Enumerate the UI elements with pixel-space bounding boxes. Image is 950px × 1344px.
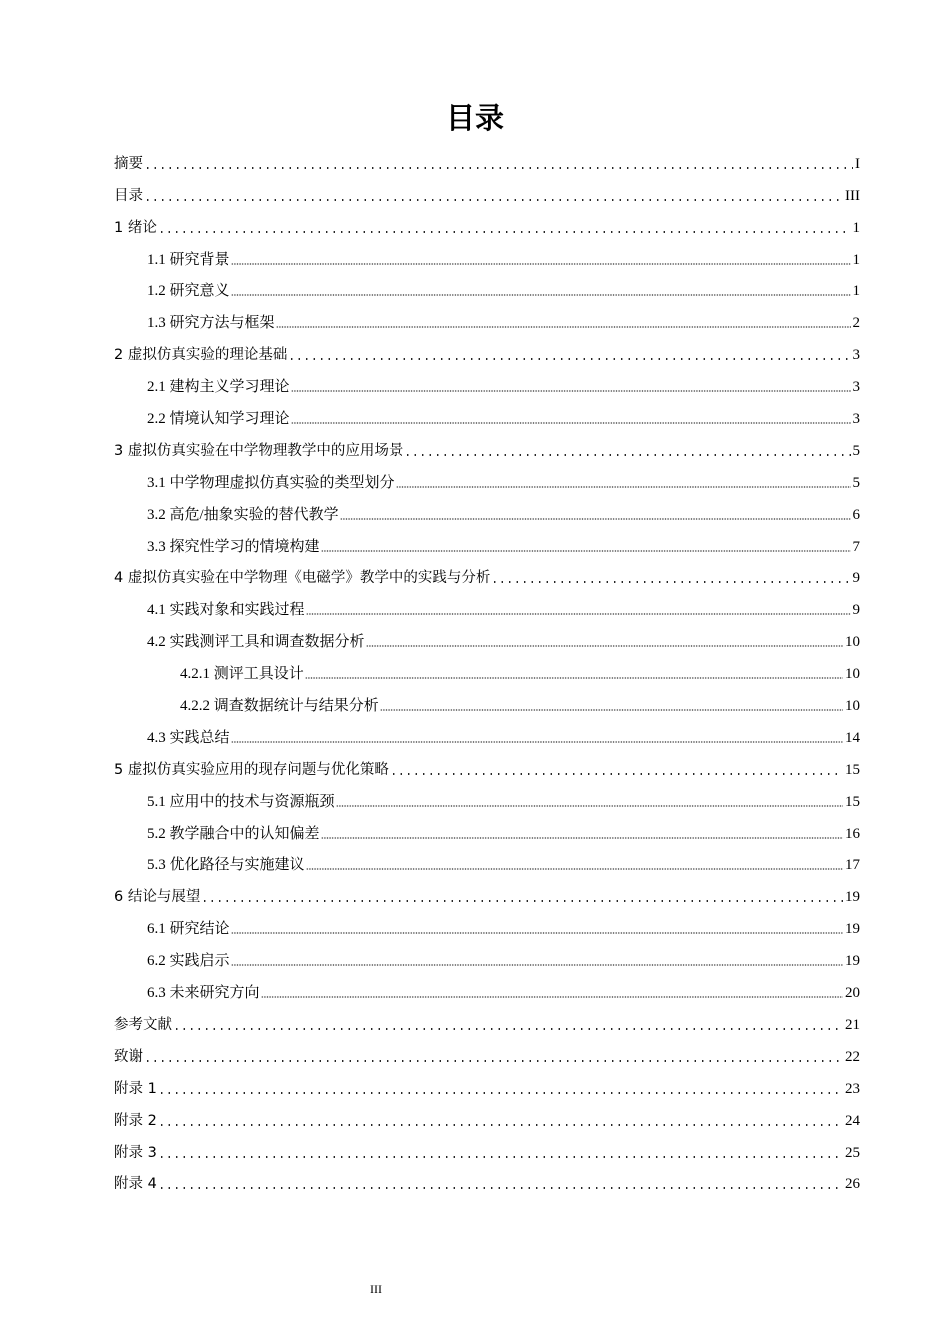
toc-entry-page: 5 (852, 474, 860, 491)
toc-entry-page: 19 (845, 889, 860, 906)
dot-leader (306, 867, 843, 871)
page-number-footer: III (370, 1282, 382, 1296)
dot-leader (336, 804, 843, 808)
toc-entry-label: 4.2.2 调查数据统计与结果分析 (180, 698, 379, 715)
toc-entry-label: 3 虚拟仿真实验在中学物理教学中的应用场景 (114, 442, 404, 459)
dot-leader (144, 166, 853, 170)
toc-entry[interactable] (114, 939, 860, 971)
toc-entry-page: III (845, 187, 860, 204)
dot-leader (261, 995, 843, 999)
page-title: 目录 (445, 101, 504, 135)
dot-leader (396, 485, 851, 489)
toc-entry-label: 4.1 实践对象和实践过程 (147, 602, 305, 619)
toc-entry-label: 6.1 研究结论 (147, 921, 230, 938)
dot-leader (158, 1091, 843, 1095)
dot-leader (491, 580, 850, 584)
toc-entry[interactable] (114, 333, 860, 365)
toc-entry-label: 5 虚拟仿真实验应用的现存问题与优化策略 (114, 761, 389, 778)
toc-entry-page: 3 (852, 347, 860, 364)
toc-entry[interactable] (114, 1099, 860, 1131)
toc-entry[interactable] (114, 270, 860, 302)
toc-entry-label: 4.2 实践测评工具和调查数据分析 (147, 634, 365, 651)
toc-entry[interactable] (114, 429, 860, 461)
dot-leader (231, 262, 851, 266)
toc-entry-page: 19 (845, 921, 860, 938)
toc-entry-label: 附录 4 (114, 1176, 157, 1193)
toc-entry-page: 23 (845, 1080, 860, 1097)
toc-entry-label: 1.2 研究意义 (147, 283, 230, 300)
toc-entry-page: 21 (845, 1016, 860, 1033)
toc-entry[interactable] (114, 493, 860, 525)
toc-entry[interactable] (114, 812, 860, 844)
toc-entry-label: 6 结论与展望 (114, 889, 201, 906)
toc-entry-page: 1 (852, 251, 860, 268)
toc-entry-label: 附录 2 (114, 1112, 157, 1129)
dot-leader (276, 325, 851, 329)
dot-leader (321, 836, 843, 840)
dot-leader (158, 1123, 843, 1127)
toc-entry-label: 1.1 研究背景 (147, 251, 230, 268)
toc-entry-page: 1 (852, 283, 860, 300)
toc-entry[interactable] (114, 684, 860, 716)
toc-entry-page: 7 (852, 538, 860, 555)
toc-entry[interactable] (114, 142, 860, 174)
toc-entry-label: 4 虚拟仿真实验在中学物理《电磁学》教学中的实践与分析 (114, 570, 491, 587)
toc-entry-label: 4.2.1 测评工具设计 (180, 666, 304, 683)
dot-leader (306, 612, 851, 616)
dot-leader (231, 740, 843, 744)
dot-leader (288, 357, 850, 361)
toc-entry[interactable] (114, 1003, 860, 1035)
toc-entry[interactable] (114, 780, 860, 812)
dot-leader (291, 389, 851, 393)
toc-entry[interactable] (114, 557, 860, 589)
toc-entry-page: 3 (852, 411, 860, 428)
toc-entry-page: 22 (845, 1048, 860, 1065)
dot-leader (144, 198, 843, 202)
dot-leader (201, 899, 843, 903)
toc-entry[interactable] (114, 588, 860, 620)
toc-entry-label: 5.2 教学融合中的认知偏差 (147, 825, 320, 842)
toc-entry-page: 9 (852, 602, 860, 619)
toc-entry[interactable] (114, 1131, 860, 1163)
toc-entry-page: 10 (845, 698, 860, 715)
toc-entry[interactable] (114, 461, 860, 493)
toc-entry[interactable] (114, 971, 860, 1003)
dot-leader (158, 1186, 843, 1190)
toc-entry[interactable] (114, 875, 860, 907)
dot-leader (231, 963, 843, 967)
dot-leader (340, 517, 851, 521)
toc-entry-page: 5 (852, 442, 860, 459)
toc-entry-label: 6.3 未来研究方向 (147, 985, 260, 1002)
toc-entry-page: 24 (845, 1112, 860, 1129)
dot-leader (158, 230, 851, 234)
toc-entry-label: 5.3 优化路径与实施建议 (147, 857, 305, 874)
toc-entry[interactable] (114, 365, 860, 397)
toc-entry-label: 附录 3 (114, 1144, 157, 1161)
toc-entry-page: 2 (852, 315, 860, 332)
toc-entry[interactable] (114, 620, 860, 652)
toc-entry-label: 参考文献 (114, 1016, 172, 1033)
toc-entry-label: 6.2 实践启示 (147, 953, 230, 970)
toc-entry[interactable] (114, 1067, 860, 1099)
toc-entry-page: I (855, 155, 860, 172)
toc-entry-page: 6 (852, 506, 860, 523)
toc-entry[interactable] (114, 907, 860, 939)
toc-entry-page: 26 (845, 1176, 860, 1193)
dot-leader (366, 644, 843, 648)
toc-entry-label: 5.1 应用中的技术与资源瓶颈 (147, 793, 335, 810)
toc-entry-label: 摘要 (114, 155, 143, 172)
toc-entry[interactable] (114, 716, 860, 748)
toc-entry-label: 目录 (114, 187, 143, 204)
dot-leader (380, 708, 843, 712)
toc-entry-page: 9 (852, 570, 860, 587)
toc-entry-page: 20 (845, 985, 860, 1002)
toc-entry[interactable] (114, 206, 860, 238)
toc-entry[interactable] (114, 652, 860, 684)
toc-entry-page: 16 (845, 825, 860, 842)
dot-leader (173, 1027, 843, 1031)
toc-entry-label: 3.1 中学物理虚拟仿真实验的类型划分 (147, 474, 395, 491)
toc-entry[interactable] (114, 397, 860, 429)
toc-entry-label: 1 绪论 (114, 219, 157, 236)
table-of-contents (114, 142, 860, 1194)
toc-entry-page: 14 (845, 729, 860, 746)
toc-entry-label: 2 虚拟仿真实验的理论基础 (114, 347, 288, 364)
dot-leader (390, 772, 843, 776)
toc-entry[interactable] (114, 844, 860, 876)
toc-entry-label: 致谢 (114, 1048, 143, 1065)
toc-entry-page: 1 (852, 219, 860, 236)
toc-entry-label: 附录 1 (114, 1080, 157, 1097)
toc-entry-page: 3 (852, 379, 860, 396)
toc-entry-page: 10 (845, 666, 860, 683)
toc-entry-label: 3.2 高危/抽象实验的替代教学 (147, 506, 339, 523)
toc-entry-label: 4.3 实践总结 (147, 729, 230, 746)
toc-entry-page: 19 (845, 953, 860, 970)
toc-entry-page: 25 (845, 1144, 860, 1161)
toc-entry-label: 3.3 探究性学习的情境构建 (147, 538, 320, 555)
toc-entry-label: 2.2 情境认知学习理论 (147, 411, 290, 428)
toc-entry-label: 2.1 建构主义学习理论 (147, 379, 290, 396)
toc-entry[interactable] (114, 1035, 860, 1067)
dot-leader (231, 931, 843, 935)
dot-leader (158, 1155, 843, 1159)
dot-leader (144, 1059, 843, 1063)
toc-entry-label: 1.3 研究方法与框架 (147, 315, 275, 332)
dot-leader (404, 453, 850, 457)
toc-entry[interactable] (114, 1163, 860, 1195)
toc-entry[interactable] (114, 748, 860, 780)
dot-leader (291, 421, 851, 425)
dot-leader (305, 676, 843, 680)
toc-entry-page: 10 (845, 634, 860, 651)
toc-entry[interactable] (114, 174, 860, 206)
toc-entry-page: 15 (845, 793, 860, 810)
toc-entry-page: 17 (845, 857, 860, 874)
toc-entry[interactable] (114, 238, 860, 270)
dot-leader (231, 293, 851, 297)
toc-entry[interactable] (114, 301, 860, 333)
toc-entry[interactable] (114, 525, 860, 557)
toc-entry-page: 15 (845, 761, 860, 778)
dot-leader (321, 549, 851, 553)
